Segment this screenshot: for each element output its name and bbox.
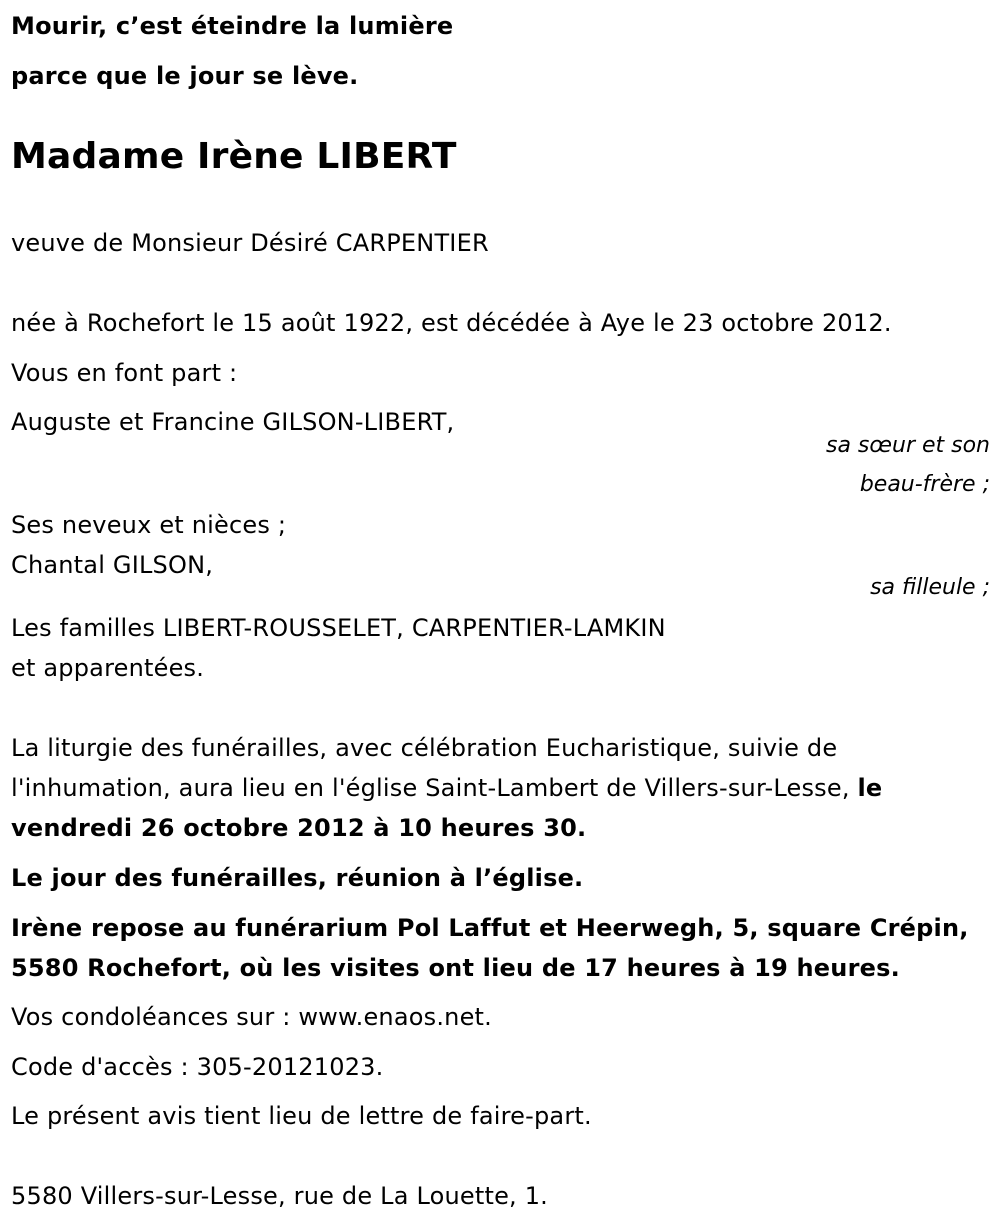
epigraph-line-2: parce que le jour se lève. [11, 62, 359, 90]
liturgy-line-2-bold: le [857, 774, 883, 802]
liturgy-line-3: vendredi 26 octobre 2012 à 10 heures 30. [11, 814, 587, 842]
funerarium-line-2: 5580 Rochefort, où les visites ont lieu de 17 heures à 19 heures. [11, 954, 900, 982]
family-families-1: Les familles LIBERT-ROUSSELET, CARPENTIER-LAMKIN [11, 614, 666, 642]
funerarium-line-1: Irène repose au funérarium Pol Laffut et Heerwegh, 5, square Crépin, [11, 914, 969, 942]
liturgy-line-1: La liturgie des funérailles, avec célébration Eucharistique, suivie de [11, 734, 838, 762]
meeting-line: Le jour des funérailles, réunion à l’église. [11, 864, 584, 892]
deceased-name: Madame Irène LIBERT [11, 136, 457, 177]
family-sister: Auguste et Francine GILSON-LIBERT, [11, 408, 455, 436]
family-nephews: Ses neveux et nièces ; [11, 511, 287, 539]
access-code-line: Code d'accès : 305-20121023. [11, 1053, 384, 1081]
family-goddaughter-role: sa filleule ; [870, 575, 990, 600]
condolences-line: Vos condoléances sur : www.enaos.net. [11, 1003, 492, 1031]
intro-line: Vous en font part : [11, 359, 238, 387]
liturgy-line-2 [11, 773, 882, 803]
birth-death-line: née à Rochefort le 15 août 1922, est décédée à Aye le 23 octobre 2012. [11, 309, 892, 337]
family-sister-role-1: sa sœur et son [825, 433, 990, 458]
family-sister-role-2: beau-frère ; [859, 472, 990, 497]
family-goddaughter: Chantal GILSON, [11, 551, 214, 579]
notice-line: Le présent avis tient lieu de lettre de faire-part. [11, 1102, 592, 1130]
liturgy-line-2-normal: l'inhumation, aura lieu en l'église Saint-Lambert de Villers-sur-Lesse, [11, 774, 858, 802]
address-line: 5580 Villers-sur-Lesse, rue de La Louette, 1. [11, 1182, 549, 1210]
epigraph-line-1: Mourir, c’est éteindre la lumière [11, 12, 454, 40]
family-families-2: et apparentées. [11, 654, 205, 682]
spouse-line: veuve de Monsieur Désiré CARPENTIER [11, 229, 489, 257]
